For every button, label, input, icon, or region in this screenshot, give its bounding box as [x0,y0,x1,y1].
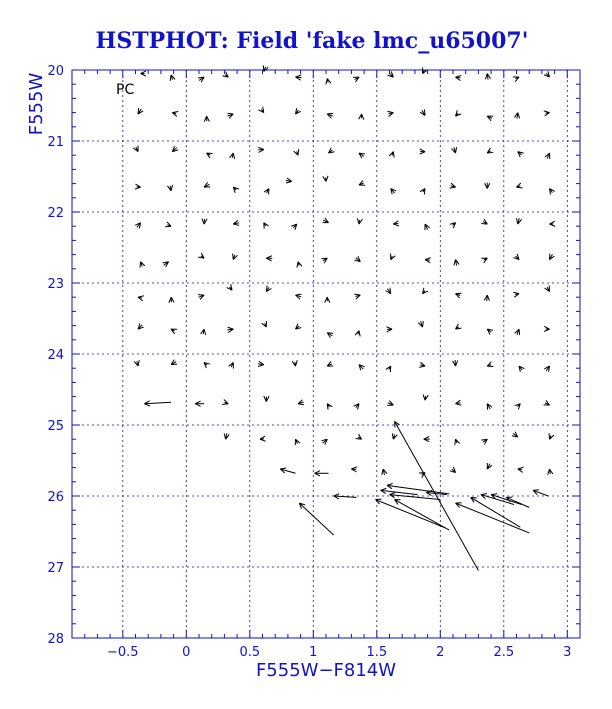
x-tick-labels [107,645,571,660]
error-vector-small [354,404,359,410]
error-vector [456,503,530,533]
error-vector-small [487,463,492,469]
error-vector-small [423,395,428,401]
error-vector-small [519,366,524,372]
y-tick-label: 20 [47,64,64,79]
error-vector-small [262,321,267,327]
x-tick-label: 2 [436,645,445,660]
error-vector-small [321,439,327,444]
error-vector-small [425,258,431,263]
error-vector-small [391,254,396,260]
error-vector-small [481,258,487,263]
error-vector-small [452,147,457,153]
error-vector-small [513,77,519,82]
error-vector-small [512,432,518,437]
error-vector-small [420,149,425,154]
error-vector [299,503,333,535]
y-tick-label: 22 [47,206,64,221]
error-vector [376,499,446,528]
error-vector-small [391,189,396,195]
error-vector-small [424,436,430,441]
error-vector-small [233,220,239,225]
error-vector-small [386,288,391,294]
error-vector-small [487,362,493,367]
error-vector-small [544,400,550,405]
error-vector [506,497,529,507]
error-vector-small [387,327,392,332]
error-vector-small [171,329,177,334]
error-vector-small [518,467,524,472]
error-vector-small [544,326,550,331]
error-vector-small [327,361,333,366]
error-vector-small [517,183,523,188]
error-vector-small [233,254,238,260]
error-vector-small [359,365,365,371]
error-vector-small [354,294,360,299]
error-vector-small [134,360,139,366]
error-vector-small [456,110,462,116]
error-vector-small [485,183,490,189]
error-vector-small [550,254,555,260]
error-vector-small [382,469,387,475]
error-vector-small [418,321,423,327]
error-vector-small [327,333,333,338]
x-tick-label: 1.5 [366,645,388,660]
error-vector-small [138,323,144,329]
error-vector-small [323,176,328,182]
y-tick-labels [47,64,64,647]
error-vector-small [169,297,174,303]
error-vector-small [202,218,207,224]
error-vector-small [263,65,268,71]
error-vector-small [140,262,145,268]
error-vector-small [227,113,233,118]
error-vector-small [286,178,292,183]
error-vector [280,468,295,473]
error-vector-small [420,189,425,195]
x-tick-label: −0.5 [107,645,139,660]
error-vector-small [327,113,333,118]
error-vector-small [420,109,425,115]
error-vector-small [515,329,520,335]
error-vector-small [222,400,228,405]
error-vector-small [357,218,362,224]
x-tick-label: 0.5 [239,645,261,660]
error-vector-small [450,467,456,473]
error-vector-small [138,108,143,114]
error-vector-small [544,366,549,372]
error-vector-small [450,183,456,188]
x-axis-label: F555W−F814W [255,660,397,681]
y-axis-label: F555W [26,72,47,136]
y-tick-label: 21 [47,135,64,150]
error-vector-small [204,116,209,121]
error-vector-small [172,111,178,116]
error-vector-small [201,329,206,335]
error-vector-small [419,362,425,367]
error-vector-small [359,181,365,186]
error-vector-small [264,396,269,401]
error-vector-small [550,221,556,226]
error-vector-small [356,434,362,439]
error-vector-small [548,469,553,475]
error-vector-small [325,297,330,302]
error-vector-small [204,363,210,369]
error-vector-small [455,439,460,445]
error-vector [533,490,548,496]
error-vector-small [481,439,487,444]
error-vector-small [138,296,144,301]
error-vector-small [517,218,522,224]
error-vector-small [545,153,550,159]
error-vector-small [425,224,430,230]
error-vector-small [295,439,300,445]
x-tick-label: 2.5 [493,645,515,660]
error-vector-small [135,223,140,229]
chart-title: HSTPHOT: Field 'fake lmc_u65007' [95,28,529,54]
error-vector-small [141,71,146,76]
error-vector-small [456,293,462,298]
y-tick-label: 28 [47,632,64,647]
error-vector-small [514,113,519,119]
error-vector-small [198,295,204,300]
error-vector-small [323,218,329,223]
y-tick-label: 24 [47,348,64,363]
error-vector-small [204,182,210,187]
error-vector-small [170,75,175,81]
error-vector-small [230,153,235,159]
error-vector-small [292,360,297,366]
error-vector-small [456,400,462,405]
error-vector-small [135,184,141,189]
panel-label: PC [116,82,135,98]
x-tick-label: 3 [563,645,572,660]
x-tick-label: 0 [182,645,191,660]
error-vector-small [487,148,493,153]
error-vector-small [291,224,297,230]
error-vector-small [227,284,232,290]
error-vector-small [172,146,178,152]
error-vector-small [359,153,365,158]
error-vectors [133,65,555,570]
error-vector-small [298,400,304,405]
error-vector-small [487,404,492,410]
error-vector-small [484,295,489,301]
error-vector-small [456,75,462,80]
error-vector-small [264,189,269,195]
error-vector-small [544,71,550,77]
error-vector-small [222,72,228,77]
error-vector-small [266,256,272,261]
error-vector-small [423,288,428,294]
y-tick-label: 23 [47,277,64,292]
error-vector-small [224,433,229,439]
error-vector-small [481,219,487,224]
x-tick-label: 1 [309,645,318,660]
error-vector-small [353,77,359,82]
error-vector-small [513,254,519,260]
error-vector-small [359,114,364,120]
error-vector-small [485,74,490,80]
error-vector-small [456,324,462,329]
error-vector-small [198,77,204,82]
error-vector [144,401,171,406]
error-vector-small [294,149,299,155]
error-vector-small [171,360,177,365]
error-vector-small [515,404,521,410]
error-vector-small [266,286,271,292]
error-vector-small [454,260,459,266]
error-vector-small [165,222,171,227]
y-tick-label: 25 [47,419,64,434]
error-vector-small [487,116,493,121]
error-vector-small [296,75,302,80]
error-vector-small [351,467,357,472]
error-vector-small [544,111,550,116]
error-vector-small [296,324,302,330]
error-vector-small [326,79,331,85]
y-tick-label: 27 [47,561,64,576]
error-vector-small [133,146,138,152]
error-vector-small [167,185,172,191]
error-vector [195,401,204,406]
error-vector-small [233,187,239,193]
error-vector-small [258,361,264,366]
error-vector-small [393,221,399,226]
error-vector-small [258,107,263,113]
error-vector-small [550,189,555,195]
error-vector-small [207,153,213,158]
error-vector-small [355,331,360,337]
error-vector-small [392,433,397,439]
error-vector-small [321,258,327,263]
error-vector-small [329,148,335,153]
error-vector-small [327,404,332,410]
error-vector-small [549,433,554,439]
error-vector-small [355,256,361,262]
error-vector-small [163,262,169,267]
error-vector-small [388,71,394,77]
error-vector-small [423,68,428,74]
error-vector-small [297,262,302,268]
error-vector-small [387,111,393,116]
error-vector-small [386,366,391,372]
error-vector-small [227,327,233,332]
error-vector-small [518,152,524,157]
error-vector-small [453,360,458,366]
error-vector-small [545,286,550,292]
error-vector-small [260,436,266,441]
grid-lines [72,70,580,638]
error-vector-small [264,223,269,229]
error-vector-small [229,363,234,369]
error-vector-small [198,253,204,258]
error-vector-small [513,292,519,297]
error-vector [381,488,418,494]
error-vector-small [487,329,493,334]
error-vector-small [258,147,264,152]
y-tick-label: 26 [47,490,64,505]
error-vector-small [387,401,393,406]
error-vector-small [296,108,301,114]
error-vector-small [389,152,394,158]
error-vector [315,471,329,476]
error-vector-small [450,223,456,229]
error-vector-small [296,294,302,299]
